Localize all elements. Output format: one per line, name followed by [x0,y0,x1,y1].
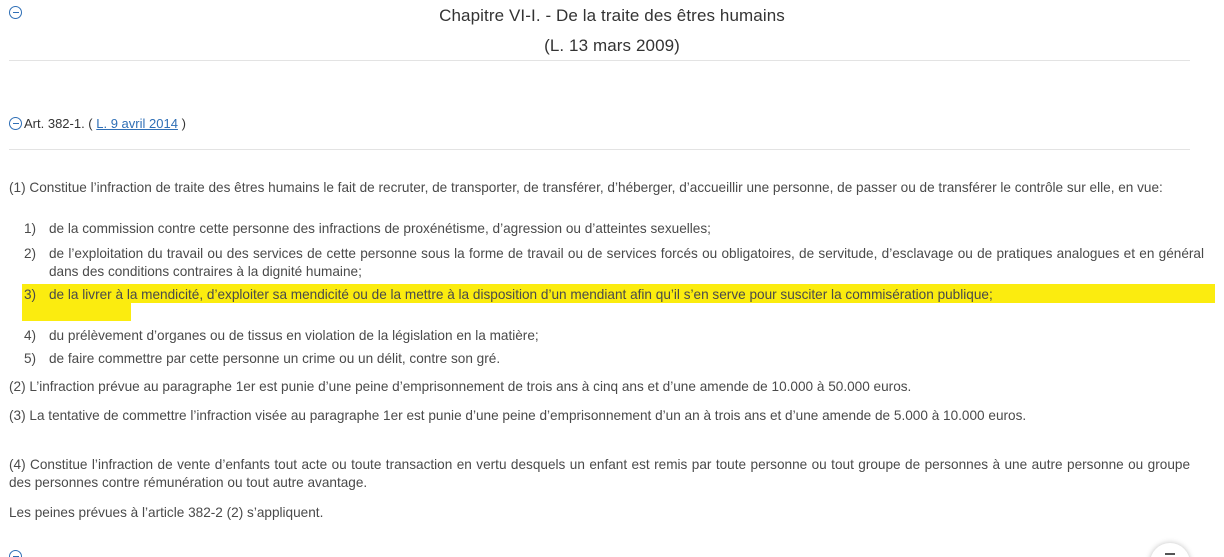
list-item-text: de la commission contre cette personne des infractions de proxénétisme, d’agression ou d’atteintes sexuelles; [49,221,711,236]
article-collapse-icon[interactable] [9,117,22,130]
paragraph-1-intro: (1) Constitue l’infraction de traite des êtres humains le fait de recruter, de transporter, de transférer, d’héberger, d’accueillir une personne, de passer ou de transférer le contrôle sur elle, en vue: [9,180,1163,195]
article-header [24,116,186,131]
list-item-number: 1) [24,221,37,236]
list-item-2 [24,245,1204,281]
article-close-paren: ) [181,116,186,131]
chapter-title: Chapitre VI-I. - De la traite des êtres humains [439,6,785,25]
list-item-text: de la livrer à la mendicité, d’exploiter sa mendicité ou de la mettre à la disposition d’un mendiant afin qu’il s’en serve pour susciter la commisération publique; [49,287,993,302]
article-divider [9,149,1190,150]
article-amendment-link[interactable]: L. 9 avril 2014 [96,116,178,131]
list-item-text: de faire commettre par cette personne un crime ou un délit, contre son gré. [49,351,501,366]
article-number: Art. 382-1. ( [24,116,93,131]
paragraph-2: (2) L’infraction prévue au paragraphe 1er est punie d’une peine d’emprisonnement de trois ans à cinq ans et d’une amende de 10.000 à 50.000 euros. [9,379,912,394]
list-item-5 [24,350,1204,368]
next-article-collapse-icon[interactable] [9,550,22,557]
paragraph-5: Les peines prévues à l’article 382-2 (2) s’appliquent. [9,505,324,520]
list-item-number: 5) [24,351,37,366]
list-item-3-highlighted [24,286,1204,304]
menu-lines-icon[interactable] [1150,543,1190,557]
highlight-line-2 [22,302,131,321]
list-item-number: 3) [24,287,37,302]
list-item-number: 4) [24,328,37,343]
paragraph-4: (4) Constitue l’infraction de vente d’enfants tout acte ou toute transaction en vertu desquels un enfant est remis par toute personne ou tout groupe de personnes à une autre personne ou groupe des personnes contre rémunération ou tout autre avantage. [9,457,1190,490]
chapter-divider [9,60,1190,61]
list-item-number: 2) [24,246,37,261]
paragraph-3: (3) La tentative de commettre l’infraction visée au paragraphe 1er est punie d’une peine d’emprisonnement d’un an à trois ans et d’une amende de 5.000 à 10.000 euros. [9,408,1027,423]
list-item-text: du prélèvement d’organes ou de tissus en violation de la législation en la matière; [49,328,539,343]
list-item-text: de l’exploitation du travail ou des services de cette personne sous la forme de travail ou de services forcés ou obligatoires, de servitude, d’esclavage ou de pratiques analogues et en général dans des conditions contraires à la dignité humaine; [49,246,1204,279]
chapter-subtitle: (L. 13 mars 2009) [544,36,680,55]
list-item-1 [24,220,1204,238]
list-item-4 [24,327,1204,345]
